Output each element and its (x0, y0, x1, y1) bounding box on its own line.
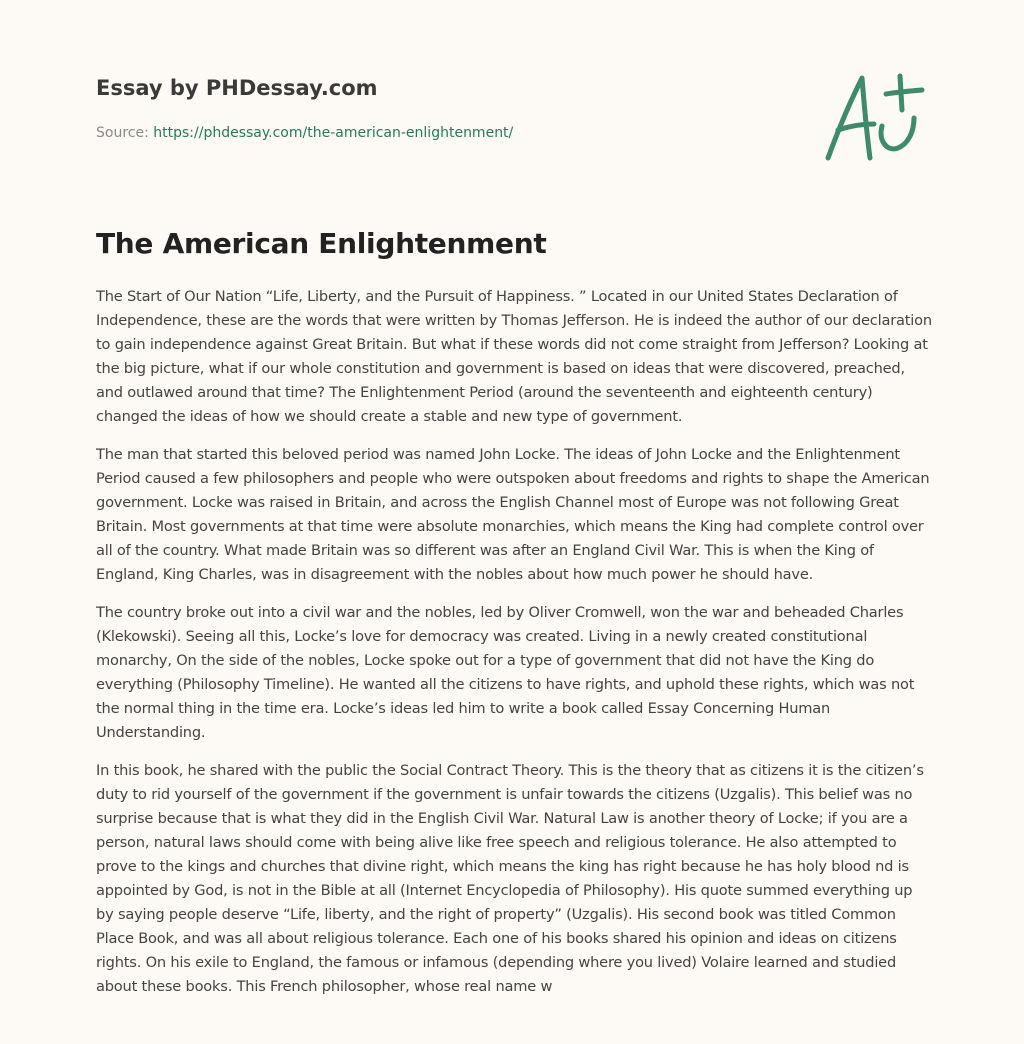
essay-paragraph: The man that started this beloved period was named John Locke. The ideas of John Locke and the Enlightenment Period caused a few philosophers and people who were outspoken about freedoms and rights to shape the American government. Locke was raised in Britain, and across the English Channel most of Europe was not following Great Britain. Most governments at that time were absolute monarchies, which means the King had complete control over all of the country. What made Britain was so different was after an England Civil War. This is when the King of England, King Charles, was in disagreement with the nobles about how much power he should have. (96, 446, 930, 583)
a-plus-grade-icon (822, 66, 930, 166)
source-link[interactable]: https://phdessay.com/the-american-enlightenment/ (153, 125, 514, 141)
source-line (96, 124, 796, 142)
page-header (96, 70, 796, 142)
essay-paragraph: In this book, he shared with the public the Social Contract Theory. This is the theory that as citizens it is the citizen’s duty to rid yourself of the government if the government is unfair towards the citizens (Uzgalis). This belief was no surprise because that is what they did in the English Civil War. Natural Law is another theory of Locke; if you are a person, natural laws should come with being alive like free speech and religious tolerance. He also attempted to prove to the kings and churches that divine right, which means the king has right because he has holy blood nd is appointed by God, is not in the Bible at all (Internet Encyclopedia of Philosophy). His quote summed everything up by saying people deserve “Life, liberty, and the right of property” (Uzgalis). His second book was titled Common Place Book, and was all about religious tolerance. Each one of his books shared his opinion and ideas on citizens rights. On his exile to England, the famous or infamous (depending where you lived) Volaire learned and studied about these books. This French philosopher, whose real name w (96, 762, 924, 995)
essay-title: The American Enlightenment (96, 227, 547, 260)
essay-body (96, 285, 932, 1013)
essay-paragraph: The Start of Our Nation “Life, Liberty, and the Pursuit of Happiness. ” Located in our United States Declaration of Independence, these are the words that were written by Thomas Jefferson. He is indeed the author of our declaration to gain independence against Great Britain. But what if these words did not come straight from Jefferson? Looking at the big picture, what if our whole constitution and government is based on ideas that were discovered, preached, and outlawed around that time? The Enlightenment Period (around the seventeenth and eighteenth century) changed the ideas of how we should create a stable and new type of government. (96, 288, 932, 425)
site-title: Essay by PHDessay.com (96, 76, 378, 100)
essay-paragraph: The country broke out into a civil war and the nobles, led by Oliver Cromwell, won the war and beheaded Charles (Klekowski). Seeing all this, Locke’s love for democracy was created. Living in a newly created constitutional monarchy, On the side of the nobles, Locke spoke out for a type of government that did not have the King do everything (Philosophy Timeline). He wanted all the citizens to have rights, and uphold these rights, which was not the normal thing in the time era. Locke’s ideas led him to write a book called Essay Concerning Human Understanding. (96, 604, 915, 741)
source-label: Source: (96, 125, 149, 141)
